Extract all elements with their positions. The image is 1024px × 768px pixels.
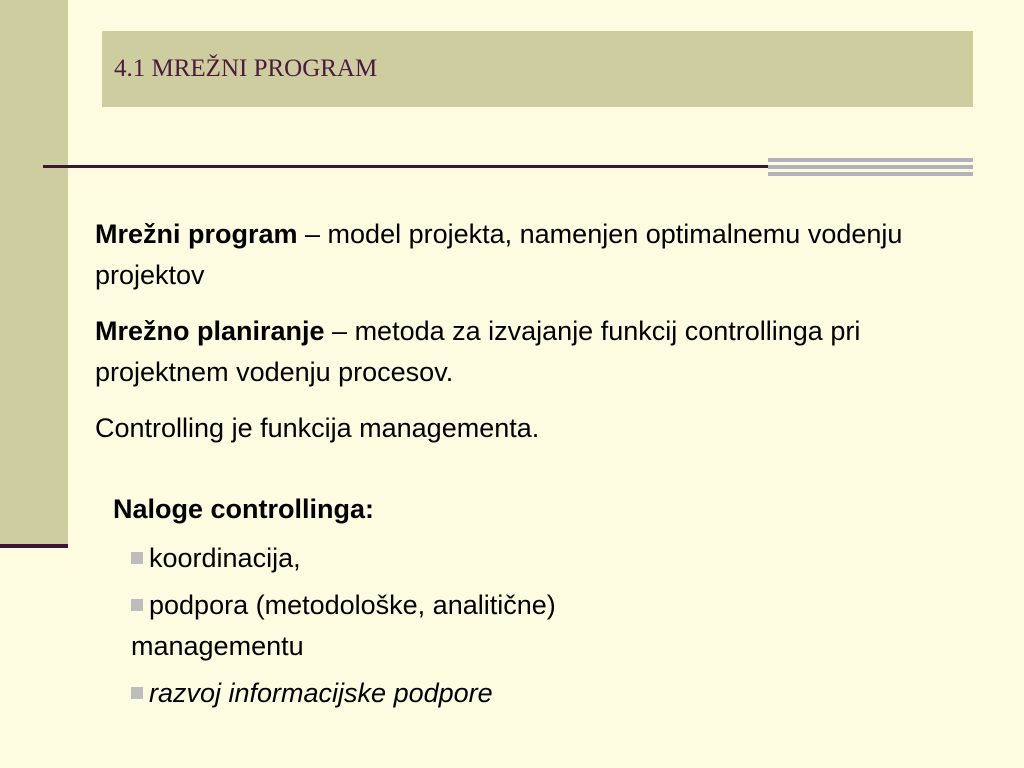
list-item (131, 538, 731, 579)
definition: – metoda za izvajanje funkcij controllinga pri projektnem vodenju procesov. (95, 316, 861, 387)
list-item-text: razvoj informacijske podpore (149, 678, 493, 708)
tasks-list (131, 538, 731, 720)
tasks-heading: Naloge controllinga: (113, 494, 375, 524)
definition: – model projekta, namenjen optimalnemu vodenju projektov (95, 219, 903, 290)
square-bullet-icon (131, 687, 143, 699)
square-bullet-icon (131, 552, 143, 564)
title-divider-gray-bars (768, 158, 973, 179)
statement-controlling (95, 408, 965, 449)
title-divider-line (43, 165, 769, 168)
square-bullet-icon (131, 599, 143, 611)
statement-text: Controlling je funkcija managementa. (95, 413, 540, 443)
slide-title: 4.1 MREŽNI PROGRAM (114, 55, 378, 82)
definition-mrezno-planiranje (95, 311, 965, 393)
term: Mrežno planiranje (95, 316, 325, 346)
title-bar (102, 31, 973, 107)
slide-body (95, 214, 965, 464)
list-item-text: koordinacija, (149, 543, 301, 573)
definition-mrezni-program (95, 214, 965, 296)
list-item (131, 585, 731, 667)
list-item (131, 673, 731, 714)
term: Mrežni program (95, 219, 298, 249)
list-item-text: podpora (metodološke, analitične) managementu (131, 590, 556, 661)
left-decorative-strip (0, 0, 68, 548)
left-strip-accent-line (0, 544, 68, 548)
